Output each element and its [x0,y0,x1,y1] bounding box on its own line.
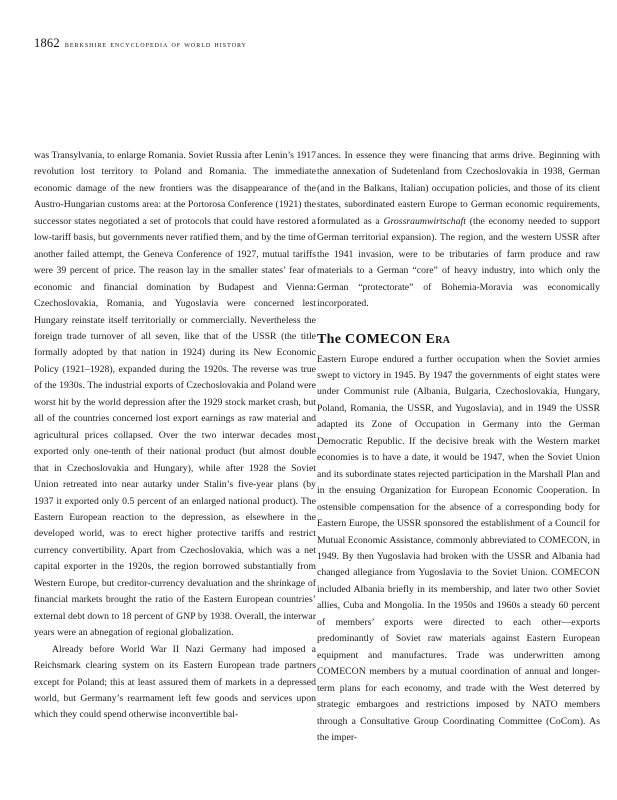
left-column [34,148,316,724]
paragraph-text: ances. In essence they were financing that arms drive. Beginning with the annexation of Sudetenland from Czechoslovakia in 1938, German (and in the Balkans, Italian) occupation policies, and those of its client states, subordinated eastern Europe to German economic requirements, formulated as a [317,150,600,227]
section-heading-prefix: The [317,331,346,347]
running-title: berkshire encyclopedia of world history [64,39,247,49]
paragraph-text: (the economy needed to support German territorial expansion). The region, and the western USSR after the 1941 invasion, were to be tributaries of farm produce and raw materials to a German “core” of heavy industry, into which only the German “protectorate” of Bohemia-Moravia was economically incorporated. [317,215,600,310]
right-column [317,148,600,746]
section-heading-title: COMECON Era [345,331,451,347]
body-paragraph [317,148,600,313]
italic-term: Grossraumwirtschaft [383,215,466,227]
page-number: 1862 [34,36,60,50]
running-header [34,34,594,52]
body-paragraph: was Transylvania, to enlarge Romania. Soviet Russia after Lenin’s 1917 revolution lost territory to Poland and Romania. The immediate economic damage of the new frontiers was the disappearance of the Austro-Hungarian customs area: at the Portorosa Conference (1921) the successor states negotiated a set of protocols that could have restored a low-tariff basis, but governments never ratified them, and by the time of another failed attempt, the Geneva Conference of 1927, mutual tariffs were 39 percent of price. The reason lay in the smaller states’ fear of economic and financial domination by Budapest and Vienna: Czechoslovakia, Romania, and Yugoslavia were concerned lest Hungary reinstate itself territorially or commercially. Nevertheless the foreign trade turnover of all seven, like that of the USSR (the title formally adopted by that nation in 1924) during its New Economic Policy (1921–1928), expanded during the 1920s. The reverse was true of the 1930s. The industrial exports of Czechoslovakia and Poland were worst hit by the world depression after the 1929 stock market crash, but all of the countries concerned lost export earnings as raw material and agricultural prices collapsed. Over the two interwar decades most exported only one-tenth of their national product (but almost double that in Czechoslovakia and Hungary), while after 1928 the Soviet Union retreated into near autarky under Stalin’s five-year plans (by 1937 it exported only 0.5 percent of an enlarged national product). The Eastern European reaction to the depression, as elsewhere in the developed world, was to erect higher protective tariffs and restrict currency convertibility. Apart from Czechoslovakia, which was a net capital exporter in the 1920s, the region borrowed substantially from Western Europe, but creditor-currency devaluation and the shrinkage of financial markets brought the ratio of the Eastern European countries’ external debt down to 18 percent of GNP by 1938. Overall, the interwar years were an abnegation of regional globalization. [34,150,316,639]
body-paragraph: Eastern Europe endured a further occupation when the Soviet armies swept to victory in 1945. By 1947 the governments of eight states were under Communist rule (Albania, Bulgaria, Czechoslovakia, Hungary, Poland, Romania, the USSR, and Yugoslavia), and in 1949 the USSR adapted its Zone of Occupation in Germany into the German Democratic Republic. If the decisive break with the Western market economies is to have a date, it would be 1947, when the Soviet Union and its subordinate states rejected participation in the Marshall Plan and in the ensuing Organization for European Economic Cooperation. In ostensible compensation for the absence of a corresponding body for Eastern Europe, the USSR sponsored the establishment of a Council for Mutual Economic Assistance, commonly abbreviated to COMECON, in 1949. By then Yugoslavia had broken with the USSR and Albania had changed allegiance from Yugoslavia to the Soviet Union. COMECON included Albania briefly in its membership, and later two other Soviet allies, Cuba and Mongolia. In the 1950s and 1960s a steady 60 percent of members’ exports were directed to each other—exports predominantly of Soviet raw materials against Eastern European equipment and manufactures. Trade was underwritten among COMECON members by a mutual coordination of annual and longer-term plans for each economy, and trade with the West deterred by strategic embargoes and restrictions imposed by NATO members through a Consultative Group Coordinating Committee (CoCom). As the imper- [317,353,600,743]
section-heading [317,331,600,349]
body-paragraph: Already before World War II Nazi Germany had imposed a Reichsmark clearing system on its Eastern European trade partners except for Poland; this at least assured them of markets in a depressed world, but Germany’s rearmament left few goods and services upon which they could spend otherwise inconvertible bal- [34,643,316,721]
